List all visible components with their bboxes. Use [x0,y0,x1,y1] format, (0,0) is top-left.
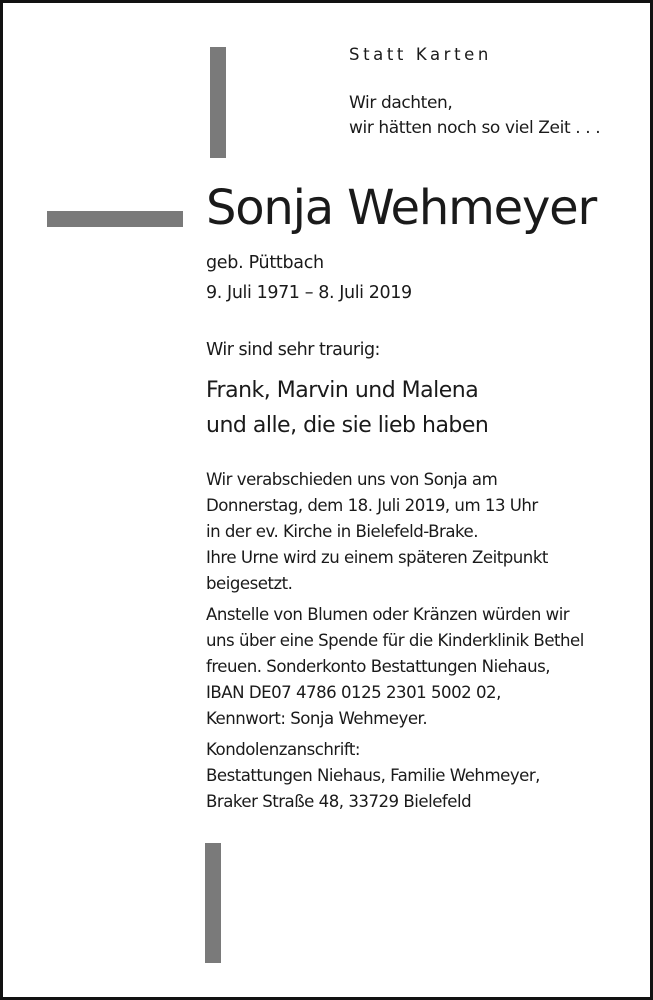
donation-paragraph [206,602,584,732]
mourners-line: Frank, Marvin und Malena [206,378,479,403]
paragraph-line: Anstelle von Blumen oder Kränzen würden wir [206,605,570,624]
paragraph-line: uns über eine Spende für die Kinderklinik Bethel [206,631,584,650]
paragraph-line: beigesetzt. [206,574,293,593]
paragraph-line: Wir verabschieden uns von Sonja am [206,470,498,489]
paragraph-line: Kondolenzanschrift: [206,740,361,759]
life-dates: 9. Juli 1971 – 8. Juli 2019 [206,283,412,303]
cross-top-bar [210,47,226,158]
paragraph-line: Donnerstag, dem 18. Juli 2019, um 13 Uhr [206,496,538,515]
mourners [206,373,488,443]
cross-bottom-bar [205,843,221,963]
motto-line: wir hätten noch so viel Zeit . . . [349,118,601,138]
mourning-intro: Wir sind sehr traurig: [206,340,380,360]
funeral-paragraph [206,467,548,597]
paragraph-line: Ihre Urne wird zu einem späteren Zeitpunkt [206,548,548,567]
paragraph-line: freuen. Sonderkonto Bestattungen Niehaus, [206,657,551,676]
iban-line: IBAN DE07 4786 0125 2301 5002 02, [206,683,501,702]
paragraph-line: Bestattungen Niehaus, Familie Wehmeyer, [206,766,540,785]
paragraph-line: Kennwort: Sonja Wehmeyer. [206,709,428,728]
motto-line: Wir dachten, [349,93,453,113]
motto [349,91,600,141]
deceased-name: Sonja Wehmeyer [206,180,597,236]
mourners-line: und alle, die sie lieb haben [206,413,489,438]
paragraph-line: in der ev. Kirche in Bielefeld-Brake. [206,522,478,541]
header-statt-karten: Statt Karten [349,45,492,64]
maiden-name: geb. Püttbach [206,253,324,273]
paragraph-line: Braker Straße 48, 33729 Bielefeld [206,792,472,811]
cross-left-bar [47,211,183,227]
condolence-address [206,737,540,815]
